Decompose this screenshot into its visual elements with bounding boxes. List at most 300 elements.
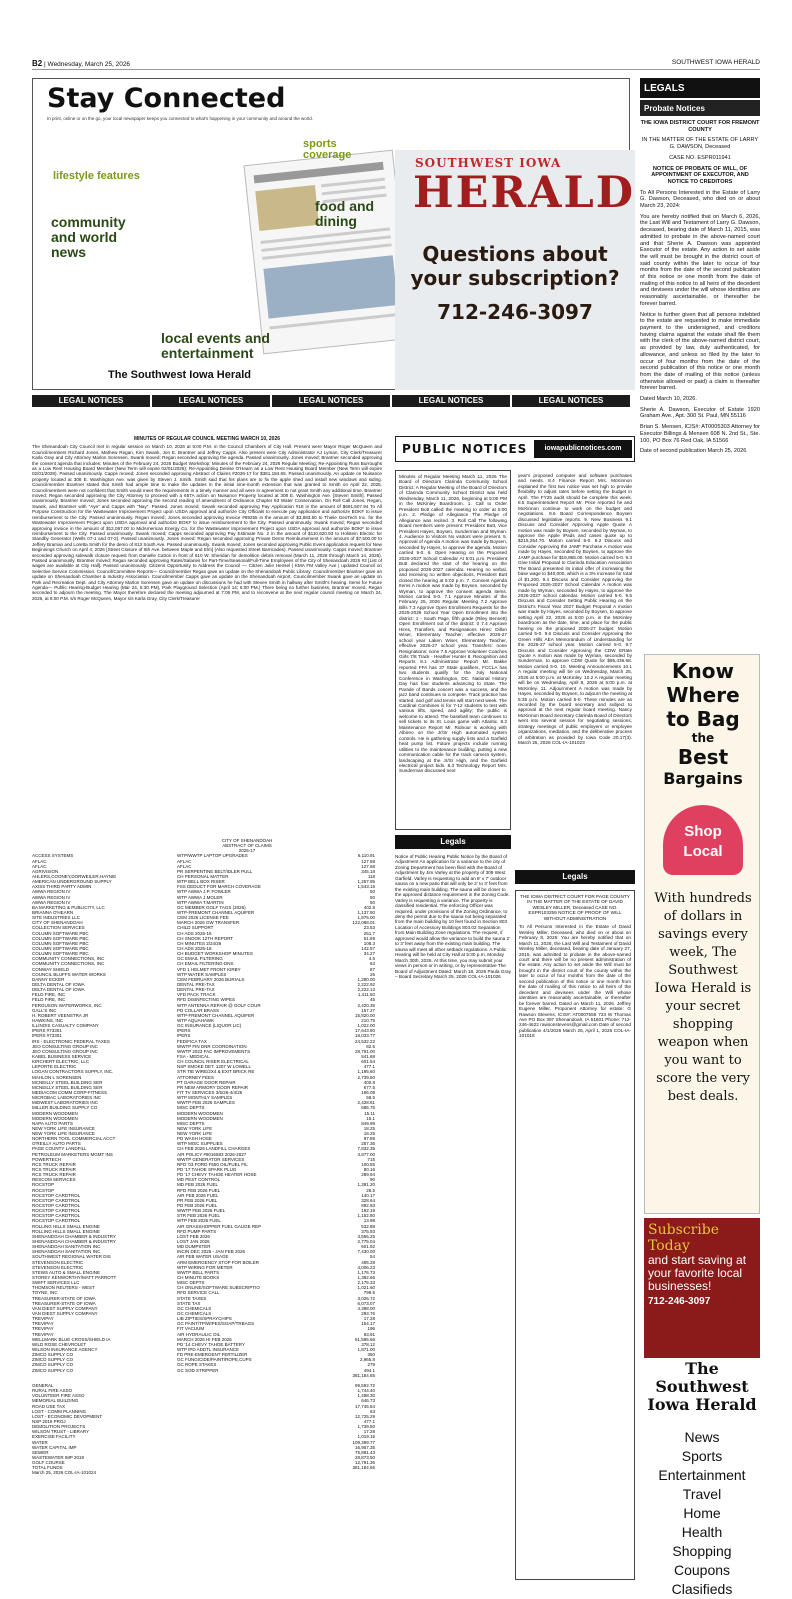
claim-cell: RCS TRUCK REPAIR: [32, 1161, 76, 1167]
claim-cell: STEWS AUTO & SMALL ENGINE: [32, 1269, 101, 1275]
shop-bag-icon: [663, 805, 743, 875]
claim-cell: CH COUNCIL RISER ELECTRICAL: [177, 1059, 249, 1065]
public-notices-site[interactable]: iowapublicnotices.com: [534, 440, 632, 458]
claim-cell: 1,871.00: [357, 1346, 375, 1352]
subscribe-item: Clasifieds: [671, 1581, 733, 1597]
claim-cell: WWTP FIN DNR COORDINATION: [177, 1043, 247, 1049]
claim-cell: SHENANDOAH CHAMBER & INDUSTRY: [32, 1233, 116, 1239]
claim-cell: CH MINUTE BOOKS: [177, 1275, 220, 1280]
claim-cell: GC CHEMICALS: [177, 1310, 212, 1316]
claim-cell: CH ONLINE/SOFTWARE SUBSCRIPTIO: [177, 1285, 260, 1291]
claim-cell: WTP MONTHLY SAMPLES: [177, 1095, 233, 1101]
claim-cell: 63: [369, 1408, 375, 1414]
claim-cell: RFD '03 FORD F550 OIL/FUEL FIL: [177, 1161, 248, 1167]
claim-cell: 63: [369, 961, 375, 967]
claim-cell: 381,184.65: [352, 1372, 375, 1378]
claim-cell: TREASURER-STATE OF IOWA: [32, 1300, 96, 1306]
best-word: Best: [677, 745, 729, 769]
claim-cell: WTP AWWA T.MARTIN: [177, 899, 224, 905]
claim-cell: COUNCIL BLUFFS WATER WORKS: [32, 971, 106, 977]
claim-cell: GC EMAIL FILTERING: [177, 956, 223, 962]
claim-cell: 6,110.91: [357, 853, 375, 859]
claim-cell: MISC DEPTS: [177, 1120, 205, 1126]
claim-cell: ACCESS SYSTEMS: [32, 853, 74, 859]
claim-cell: 378.12: [361, 1341, 375, 1347]
claim-cell: 6,073.07: [357, 1300, 375, 1306]
legal-notices-bar: LEGAL NOTICES: [392, 395, 510, 407]
claim-cell: TREVIPAY: [32, 1331, 54, 1337]
claim-cell: 1,739.50: [357, 1424, 375, 1430]
subscribe-sub: and start saving at your favorite local businesses!: [648, 1253, 747, 1293]
claim-cell: STR TIE WIRE/2X4 & EXIT BRICK RE: [177, 1069, 255, 1075]
claim-cell: 127.58: [361, 858, 375, 864]
will-notice: [515, 890, 635, 1580]
claim-cell: 601.54: [361, 1059, 375, 1065]
legal-notices-bar: LEGAL NOTICES: [512, 395, 630, 407]
probate-attorney: Brian S. Mensen, ICIS#: AT0005303 Attorney for Executor Billings & Mensen 608 N. 2nd St., Ste. 100, PO Box 76 Red Oak, IA 51566: [640, 424, 760, 444]
claim-cell: GC FUNGICIDE/PAINT/ROPE,CUPS: [177, 1357, 252, 1363]
claim-cell: AIR POLICY #9016683 2026-2027: [177, 1151, 247, 1157]
header-date: Wednesday, March 25, 2026: [47, 61, 131, 68]
probate-notice: [640, 120, 760, 632]
claim-cell: NSP SMOKE DET. 1207 W LOWELL: [177, 1064, 251, 1070]
claim-cell: LEPORTE ELECTRIC: [32, 1064, 77, 1070]
claim-cell: COLUMN SOFTWARE PBC: [32, 935, 89, 941]
claim-cell: MILLER BUILDING SUPPLY CO: [32, 1105, 98, 1111]
tag-sports: sports coverage: [303, 138, 352, 161]
claim-cell: 17.28: [363, 1429, 375, 1435]
claim-cell: 1,975.00: [357, 915, 375, 921]
claim-cell: ROCSTOP: [32, 1182, 55, 1188]
claim-cell: 1,382.66: [357, 1275, 375, 1280]
claim-cell: MCNEILLY STEEL BUILDING SER: [32, 1084, 103, 1090]
claim-cell: CH EMAIL FILTERING-DNS: [177, 961, 234, 967]
claim-cell: H. ROBERT VEENSTRA JR: [32, 1012, 89, 1018]
claim-cell: 532.88: [361, 1223, 375, 1229]
claim-cell: GENERAL: [32, 1382, 54, 1388]
claim-cell: AIR GRASSHOPPER FUEL GAUGE REP: [177, 1223, 262, 1229]
shop-local-ad[interactable]: [644, 654, 760, 1214]
school-board-minutes-cont: year's proposed computer and software purchases and needs. 8.4 Finance Report Mrs. McKinnon explained the first two notice was set high to provide flexibility to adjust rates before setting the budget in April. The FY25 audit should be complete this week. 8.5 Superintendent Report Mr. Price reported he and McKinnon continue to work on the budget and negotiations. 8.6 Board Correspondence Boysen discussed legislative reports. 9. New Business 9.1 Discuss and Consider Approving Apple Quote A motion was made by Boysen, seconded by Wyman, to approve the Apple iPads and cases quote up to $215,254.70. Motion carried 5-0. 9.2 Discuss and Consider Approving the JAMF Purchase A motion was made by Hayes, seconded by Boysen, to approve the JAMF purchase for $19,865.00. Motion carried 5-0. 9.3 Give Initial Proposal to Clarinda Education Association The Board presented its initial offer of increasing the base wage to $40,000, which is a 3% increase for total of $1,200. 9.4 Discuss and Consider Approving the Proposed 2026-2027 School Calendar A motion was made by Wyman, seconded by Hayes, to approve the 2026-2027 school calendar. Motion carried 5-0. 9.5 Discuss and Consider Setting Public Hearing on the District's Fiscal Year 2027 Budget Proposal A motion was made by Hayes, seconded by Boysen, to approve setting April 22, 2026 at 5:00 p.m. in the McKinley boardroom as the date, time, and place for the public hearing on the proposed 2026-27 budget. Motion carried 5-0. 9.6 Discuss and Consider Approving the Green Hills AEA Memorandum of Understanding for the 2026-27 school year. Motion carried 5-0. 9.7 Discuss and Consider Approving the CDW ERate Quote A motion was made by Wyman, seconded by Sunderman, to approve CDW Quote for $85,436.68. Motion carried 5-0. 10. Meeting Announcements 10.1 A regular meeting will be on Wednesday, March 25, 2026 at 5:00 p.m. at McKinley. 10.2 A regular meeting will be on Wednesday, April 8, 2026 at 5:00 p.m. at McKinley. 11. Adjournment A motion was made by Hayes, seconded by Boysen, to adjourn the meeting at 5:35 p.m. Motion carried 5-0. These minutes are as recorded by the board secretary and subject to approval at the next regular board meeting. Nancy McKinnon Board Secretary Clarinda Board of Directors went into several session for negotiating sessions, strategy meetings of public employers or employee organizations, mediation, and the deliberative process of arbitration as provided by Iowa Code 20.17(3). March 25, 2026 COL-IA-101023: [518, 473, 632, 746]
claim-cell: MD FEB 2026 FUEL: [177, 1182, 219, 1188]
claim-cell: 293.76: [361, 1310, 375, 1316]
claim-cell: STATE TAXES: [177, 1295, 207, 1301]
claim-cell: THOMSON REUTERS - WEST: [32, 1285, 95, 1291]
claim-cell: IPERS #73301: [32, 1028, 62, 1034]
legal-notices-bar: LEGAL NOTICES: [152, 395, 270, 407]
claim-cell: 4,398.00: [357, 1305, 375, 1311]
claim-cell: TOTAL FUNDS: [32, 1465, 63, 1471]
claim-cell: 2,420.35: [357, 1002, 375, 1008]
claim-cell: VAN DIEST SUPPLY COMPANY: [32, 1305, 98, 1311]
herald-logo: HERALD: [413, 168, 636, 218]
subscribe-ad[interactable]: [644, 1218, 760, 1597]
claim-cell: 15.1: [366, 1115, 375, 1121]
ad-title: Stay Connected: [47, 83, 286, 114]
claim-cell: MEMORIAL BUILDING: [32, 1398, 79, 1404]
claim-cell: PR NEW ARMORY DOOR REPAIR: [177, 1084, 249, 1090]
claim-cell: 13.98: [363, 1218, 375, 1224]
claim-cell: 1,022.00: [357, 1023, 375, 1029]
claim-cell: ROCSTOP CARDTROL: [32, 1218, 81, 1224]
claim-cell: 127.58: [361, 863, 375, 869]
legal-notices-bar: LEGAL NOTICES: [32, 395, 150, 407]
claim-cell: 494.1: [363, 1367, 375, 1373]
claim-cell: MICROBAC LABORATORIES INC: [32, 1095, 102, 1101]
claim-cell: CH MINUTES 2/24/26: [177, 940, 222, 946]
claim-cell: WTP AQUAHAWK: [177, 1017, 215, 1023]
claim-cell: 15,820.00: [354, 1012, 375, 1018]
claim-cell: 1,195.60: [357, 1069, 375, 1075]
claim-cell: 2,428.61: [357, 1100, 375, 1106]
claim-cell: WTP AWWA J.MOLER: [177, 894, 223, 900]
claim-cell: WTP-FREMONT CHANNEL AQUIFER: [177, 1012, 255, 1018]
claim-cell: 12,791.36: [354, 1460, 375, 1466]
claim-cell: VFD 1 HELMET FRONT KIRBY: [177, 966, 241, 972]
tag-food: food and dining: [315, 198, 375, 229]
newspaper-illustration: [243, 150, 412, 355]
claim-cell: HAWKINS, INC: [32, 1017, 64, 1023]
claim-cell: 45: [369, 997, 375, 1003]
claim-cell: COMMUNITY CONNECTIONS, INC: [32, 956, 105, 962]
claim-cell: 28,873.50: [354, 1454, 375, 1460]
claim-cell: 17,745.84: [354, 1403, 375, 1409]
claim-cell: FSS DEDUCT FOR MARCH COVERAGE: [177, 884, 261, 890]
claim-cell: 345.18: [361, 868, 375, 874]
claim-cell: PD '17 CHEVY TAHOE HEATER HOSE: [177, 1172, 257, 1178]
claim-cell: 677.5: [363, 1084, 375, 1090]
claim-cell: MISC DEPTS: [177, 1105, 205, 1111]
header-paper-name: SOUTHWEST IOWA HERALD: [671, 59, 760, 66]
subscribe-heading: Subscribe Today: [648, 1222, 720, 1254]
claim-cell: 18.25: [363, 1125, 375, 1131]
claim-cell: AIR FEB WATER USAGE: [177, 1254, 229, 1260]
claim-cell: GC CHEMICALS: [177, 1305, 212, 1311]
claim-cell: AFLAC: [32, 858, 47, 864]
claim-cell: FSA - MEDICAL: [177, 1053, 210, 1059]
claim-cell: AFLAC: [32, 863, 47, 869]
claim-cell: CH SNOOK 12TH REPORT: [177, 935, 234, 941]
claim-cell: COMMUNITY CONNECTIONS, INC: [32, 961, 105, 967]
claim-cell: CEM FEBRUARY 2026 BURIALS: [177, 976, 245, 982]
claim-cell: WWTP BELL PARTS: [177, 1269, 220, 1275]
legal-notices-bars: [32, 395, 630, 409]
claim-cell: STOREY KENWORTHY/MATT PARROTT: [32, 1275, 117, 1280]
claim-cell: FD PRE-EMERGENT FERTILIZER: [177, 1352, 248, 1358]
claim-cell: [177, 1465, 335, 1470]
legals-header: Legals: [515, 870, 635, 884]
claim-cell: 108.3: [363, 940, 375, 946]
claim-cell: TREVIPAY: [32, 1321, 54, 1327]
claim-cell: 82.5: [366, 1043, 375, 1049]
claim-cell: 2,739.50: [357, 1074, 375, 1080]
claim-cell: IPERS: [177, 1033, 191, 1039]
claim-cell: 15.11: [364, 1110, 375, 1116]
claim-cell: WWTP FEB 2026 SAMPLES: [177, 1100, 235, 1106]
page-header: [32, 56, 760, 70]
claim-cell: PD WASH HOSE: [177, 1136, 212, 1142]
claim-cell: FELD FIRE, INC: [32, 997, 66, 1003]
claims-title-1: CITY OF SHENANDOAH: [221, 838, 273, 843]
probate-matter: IN THE MATTER OF THE ESTATE OF LARRY G. DAWSON, Deceased: [641, 137, 759, 151]
claim-cell: CONWAY SHIELD: [32, 966, 70, 972]
claim-cell: WTP/WWTP LAPTOP UPGRADES: [177, 853, 248, 859]
claim-cell: EXERCISE FACILITY: [32, 1434, 76, 1440]
subscribe-phone: 712-246-3097: [648, 1296, 711, 1307]
minutes-body: The Shenandoah City Council met in regular session on March 10, 2026 at 6:00 P.M. in the Council Chambers of City Hall. Present were Mayor Roger McQueen and Councilmembers Richard Jones, Mathew Regan, Kim Swank, Jon E. Brantner and Jeffrey Capps. Also present were City Administrator AJ Lyman, City Clerk/Treasurer Karla Gray and City Attorney Marlon Sorensen. Swank moved; Regan seconded approving the agenda. Passed unanimously. Jones moved; Brantner seconded approving the consent agenda that includes: Minutes of the February 24, 2026 Budget Workshop; Minutes of the February 24, 2026 Regular Meeting; Re-Appointing Russ Burroughs as a Low Rent Housing Board Member (New Term will expire 02/01/2028); Re-Appointing Denise O'Hearn as a Low Rent Housing Board Member (New Term will expire 02/01/2028). Passed unanimously. Capps moved; Jones seconded approving Abstract of Claims #2026-17 for $381,184.65. Passed unanimously. An update on Nuisance property located at 308 E. Washington Ave. was given by Steven J. Smith. Smith said that his plans are to fix the apple shed and install new windows and siding. Councilmember Brantner stated that Smith had ample time to make the updates in the initial nine-month extension that was granted to Smith on April 22, 2025. Councilmembers were not confident that Smith would meet the requirements in a timely manner and all were in agreement to not grant Smith any additional time. Brantner moved; Regan seconded approving the City Attorney to proceed with a 657A action on Nuisance Property located at 308 E. Washington Ave. [Steven Smith]. Passed unanimously. Brantner moved; Jones seconded approving the second reading of amendment of Ordinance Chapter 93 Water Conservation. On Roll Call Jones, Regan, Swank, and Brantner with "Aye" and Capps with "Nay". Passed. Jones moved; Swank seconded approving Pay Application #18 in the amount of $691,507.94 To All Purpose Construction for the Wastewater Improvement Project upon USDA approval and authorize City Officials to execute pay application and authorize BOKF to issue reimbursement to the City. Passed unanimously. Regan moved; Jones seconded approving Invoice #89255 in the amount of $3,883.50 to Thiele GeoTech Inc. for the Wastewater Improvement Project upon USDA approval and authorize BOKF to issue reimbursement to the City. Passed unanimously. Swank moved; Regan seconded approving invoice in the amount of $12,067.00 to MidAmerican Energy Co. for the Wastewater Improvement Project upon USDA approval and authorize BOKF to issue reimbursement to the City. Passed unanimously. Swank moved; Capps seconded approving Pay Estimate No. 2 in the amount of $110,620.93 to Holstein Electric for Standby Generator (Wells 07-1 and 07-2). Passed unanimously. Jones moved; Regan seconded approving Private Demo Reimbursement in the amount of $7,500.00 to Jeffery Braman and Loretta Smith for the demo of 813 South Ave. Passed unanimously. Swank moved; Jones seconded approving Public Event application request for New Beginnings Church on April 4, 2026 [Street Closure of 6th Ave. between Maple and Elm] (Also requested Street Barricades). Passed unanimously. Capps moved; Brantner seconded approving sidewalk closure request from Danielle Catron in front of 610 W. Sheridan for demolition debris removal (March 11, 2026 through March 14, 2026). Passed unanimously. Brantner moved; Regan seconded approving Rates/Salaries for Part-Time/Seasonal/Full-Time Employees of the City of Shenandoah 2026 #2 [List of wages are available at City Hall]. Passed unanimously. Citizens Opportunity to Address the Council — Citizen Julie Hensel | KMA FM Valley Ave | updated Council on Selective Service Commission. Council/Committee Reports— Councilmember Regan gave an update on the Shenandoah Public Library. Councilmember Brantner gave an update on Shenandoah Chamber & Industry Association. Councilmember Capps gave an update on the Shenandoah Airport. Councilmember Swank gave an update on Park and Recreation Dept. and City Attorney Marlon Sorensen gave an update on discussions he had with Steven Smith in hallway after Smith's hearing. Items for Future Agenda— Public Hearing-Budget Hearing (Mar 24, 5:30 PM), Park Playground Selection (April 14; 6:00 PM.) There being no further business, Brantner moved, Regan seconded to adjourn the meeting. The Mayor therefore declared the meeting adjourned at 7:06 PM, and to reconvene at the next regular council meeting on March 24, 2026, at 6:00 P.M. s/s Roger McQueen, Mayor s/s Karla Gray, City Clerk/Treasurer: [32, 444, 382, 601]
claim-cell: VOLUNTEER FIRE ASSO: [32, 1393, 85, 1399]
claim-cell: IPERS: [177, 1028, 191, 1034]
ad-subtitle: In print, online or on the go, your local newspaper keeps you connected to what's happening in your community and around the world.: [47, 116, 314, 121]
claim-cell: BA MARKETING & PUBLICITY, LLC: [32, 904, 105, 910]
claim-cell: 25: [369, 971, 375, 977]
public-notices-banner[interactable]: [395, 436, 635, 462]
claim-cell: 799.5: [363, 1290, 375, 1296]
variance-hearing-notice: Notice of Public Hearing Public Notice by the Board of Adjustment An application for a variance to the city of Zoning Department has been filed with the Board of Adjustment by Jim Varley at the property of 309 West Garfield. Varley is requesting to add an 8' x 7' outdoor sauna on a new patio that will only be 2' to 3' feet from the existing main building. The sauna will be closer to the approved distance requirement in the Zoning Code. Varley is requesting a variance. The property is classified residential. The enforcing Officer was required, under provisions of the Zoning Ordinance, to deny the permit due to the sauna not being separated from the main building by 10 feet found in Section 803 Location of Accessory Buildings 803.02 Separation from Main Building Zone regulations. The request, if approved would allow the variance to build the sauna 2' to 3' feet away from the existing main building. The sauna will meet all other setback regulations. A Public Hearing will be held at City Hall at 5:30 p.m. Monday March 30th, 2026. At this time, you may submit your views in person or in writing, or by representative The Board of Adjustment Dated: March 18, 2026 Paula Gray – Board Secretary March 25, 2026 COL-IA-101026: [395, 854, 511, 979]
claim-cell: 646.73: [361, 1398, 375, 1404]
claim-cell: STEVENSON ELECTRIC: [32, 1264, 84, 1270]
claim-cell: 80.16: [363, 1167, 375, 1173]
school-board-minutes: Minutes of Regular Meeting March 11, 2026 The Board of Directors Clarinda Community School District. A Regular Meeting of the Board of Directors of Clarinda Community School District was held Wednesday, March 11, 2026, beginning at 5:00 PM in the McKinley Boardroom. 1. Call to Order President Bott called the meeting to order at 5:00 p.m. 2. Pledge of Allegiance The Pledge of Allegiance was recited. 3. Roll Call The following Board members were present: President Butt, Vice President Hayes, Boysen, Sunderman and Wyman. 4. Audience to Visitors No visitors were present. 5. Approval of Agenda A motion was made by Boysen, seconded by Hayes, to approve the agenda. Motion carried 5-0. 6. Open Hearing on the Proposed 2026-2027 School Calendar At 5:01 p.m. President Butt declared the start of the hearing on the proposed 2026-2027 calendar. Hearing no verbal, and receiving no written objections, President Butt closed the hearing at 5:02 p.m. 7. Consent Agenda Items A motion was made by Boysen, seconded by Wyman, to approve the consent agenda items. Motion carried 5-0. 7.1 Approve Minutes of the February 25, 2026 Regular Meeting 7.2 Approve Bills 7.3 Approve Open Enrollment Requests for the 2025-2026 School Year Open Enrollment into the district: 1 - South Page, fifth grade (Riley Bennett) Open Enrollment out of the district: 0 7.4 Approve Hires, Transfers, and Resignations Hires: Dillon Wiser, Elementary Teacher, effective 2026-27 school year Laken Wiser, Elementary Teacher, effective 2026-27 school year. Transfers: none Resignations: none 7.5 Approve Volunteer Coaches Girls 7/8 Track - Heather Hunter 8. Recognition and Reports 8.1 Administrator Report Mr. Bakke reported FFA has 37 State qualifiers, FCCLA has two students qualify for the July National Conference in Washington, DC. National History Day has four students advancing to State. The Parade of Bands concert was a success, and the jazz band continues to compete. Track practice has started, and golf and tennis will start next week. The Cardinal Combines is for 7-12 students to test with various lifts, speed, and agility; the public is welcome to attend. The baseball team continues to sell tickets to its St. Louis game with Atlantic. 8.2 Maintenance Report Mr. Ridnour is working with Albireo on the Jr/Sr High automated system controls. He is gathering supply lists and a Garfield heat pump list. Future projects include running utilities to the maintenance building, putting a new communication cable for the track camera system, landscaping at the Jr/Sr High, and the Garfield electrical project bids. 8.3 Technology Report Mrs. Sunderman discussed next: [395, 470, 511, 830]
claim-cell: 1,257.95: [357, 879, 375, 885]
claim-cell: 289.94: [361, 1172, 375, 1178]
claim-cell: ARM EMERGENCY STOP FOR BOILER: [177, 1259, 260, 1265]
claim-cell: TREASURER-STATE OF IOWA: [32, 1295, 96, 1301]
claim-cell: 97.89: [363, 1136, 375, 1142]
claim-cell: WWTP FEB 2026 FUEL: [177, 1208, 226, 1214]
probate-notices-header: Probate Notices: [640, 100, 760, 116]
claim-cell: 1,543.15: [357, 884, 375, 890]
claim-cell: PD COLLAR BRASS: [177, 1007, 220, 1013]
claim-cell: 26.5: [366, 1187, 375, 1193]
local-word: Local: [683, 843, 723, 860]
herald-subscription-ad[interactable]: [395, 150, 635, 390]
claim-cell: AGRIVISION: [32, 868, 59, 874]
minutes-heading: MINUTES OF REGULAR COUNCIL MEETING MARCH 10, 2026: [133, 436, 281, 442]
claim-cell: 2,222.92: [357, 981, 375, 987]
claim-cell: 1,411.50: [357, 992, 375, 998]
claim-cell: RESCOM SERVICES: [32, 1177, 76, 1183]
subscribe-item: Sports: [681, 1448, 723, 1464]
claim-cell: 715: [367, 1156, 375, 1162]
claim-cell: 17.28: [363, 1316, 375, 1322]
claim-cell: 154.17: [361, 1321, 375, 1327]
claim-cell: 34.27: [363, 951, 375, 957]
claim-cell: WTP FEB 2026 FUEL: [177, 1218, 221, 1224]
subscribe-items: [644, 1428, 760, 1599]
subscribe-item: Health: [681, 1524, 723, 1540]
claim-cell: ROCSTOP CARDTROL: [32, 1213, 81, 1219]
bargains-word: Bargains: [663, 769, 743, 788]
subscribe-item: Travel: [682, 1486, 722, 1502]
claim-cell: 477.1: [363, 1064, 375, 1070]
claim-cell: AFLAC: [177, 863, 192, 869]
claim-cell: 685.75: [361, 1105, 375, 1111]
claim-cell: 50: [369, 889, 375, 895]
claim-cell: FED/FICA TAX: [177, 1038, 207, 1044]
claim-cell: WATER CAPITAL IMP: [32, 1444, 77, 1450]
claim-cell: 2,222.13: [357, 987, 375, 993]
claim-cell: 192.19: [361, 1208, 375, 1214]
claim-cell: 381,184.65: [352, 1465, 375, 1471]
claim-cell: 61.69: [363, 935, 375, 941]
claim-cell: CH ADS 2026-18: [177, 946, 212, 951]
probate-p1: To All Persons Interested in the Estate of Larry G. Dawson, Deceased, who died on or about March 23, 2024:: [640, 189, 760, 210]
claim-cell: 17,643.80: [354, 1028, 375, 1034]
claim-cell: 892.93: [361, 1203, 375, 1209]
claim-cell: NEW YORK LIFE INSURANCE: [32, 1125, 95, 1131]
claim-cell: 50: [369, 899, 375, 905]
claim-cell: STEVENSON ELECTRIC: [32, 1259, 84, 1265]
claim-cell: WTP BELL BOX RISER: [177, 879, 225, 885]
legals-section-header: LEGALS: [640, 78, 760, 98]
claim-cell: GALL'S INC: [32, 1007, 57, 1013]
claim-cell: STATE TAX: [177, 1300, 201, 1306]
claim-cell: 4,006.23: [357, 1264, 375, 1270]
claim-cell: WWTP 2023 FAC IMPROVEMENTS: [177, 1048, 251, 1054]
claim-cell: GC SOD STRIPPER: [177, 1367, 219, 1373]
claim-cell: ROCSTOP CARDTROL: [32, 1192, 81, 1198]
claim-cell: O'REILLY AUTO PARTS: [32, 1141, 81, 1147]
claim-cell: POWERTECH: [32, 1156, 62, 1162]
claim-cell: 12,725.29: [354, 1413, 375, 1419]
claim-cell: GOLF COURSE: [32, 1460, 65, 1466]
claim-cell: 1,391.20: [357, 1182, 375, 1188]
probate-court: THE IOWA DISTRICT COURT FOR FREMONT COUNTY: [640, 120, 760, 133]
claim-cell: PD '17 TAHOE SPARK PLUG: [177, 1167, 237, 1173]
claim-cell: RFD PUMP PARTS: [177, 1228, 217, 1234]
claim-cell: NSP 2019 PROJ: [32, 1418, 66, 1424]
claim-cell: PR FEB 2026 FUEL: [177, 1197, 218, 1203]
claim-cell: CITY OF SHENANDOAH: [32, 920, 83, 926]
claim-cell: GC PAINT/TP/WIPES/SOAP/TRBAGS: [177, 1321, 255, 1327]
claim-cell: 375.93: [361, 1228, 375, 1234]
claim-cell: IRS - ELECTRONIC FEDERAL TAXES: [32, 1038, 110, 1044]
claim-cell: PETROLEUM MARKETERS MGMT INS: [32, 1151, 113, 1157]
claim-cell: MD PEST CONTROL: [177, 1177, 221, 1183]
claim-cell: 90: [369, 1177, 375, 1183]
claim-cell: NEW YORK LIFE: [177, 1125, 213, 1131]
probate-p3: Notice is further given that all persons indebted to the estate are requested to make immediate payment to the undersigned, and creditors having claims against the estate shall file them with the clerk of the above-named district court, as provided by law, duly authenticated, for allowance, and unless so filed by the later to occur of four months from the date of the second publication of this notice or one month from the date of mailing of this notice (unless otherwise allowed or paid) a claim is thereafter forever barred.: [640, 311, 760, 392]
claim-cell: 1,744.40: [357, 1388, 375, 1394]
will-notice-body: To All Persons Interested in the Estate of David Wesley Miller, Deceased, who died on or about on February 8, 2026: You are hereby notified that on March 11, 2026, the Last Will and Testament of David Wesley Miller, deceased, bearing date of January 27, 2015, was admitted to probate in the above-named court and there will be no present administration of the estate. Any action to set aside the Will must be brought in the district court of the county within the later to occur of four months from the date of the second publication of this notice or one month from the date of mailing of this notice to all heirs of the decedent and devisees under the Will whose identities are reasonably ascertainable, or thereafter be forever barred. Dated on March 11, 2026. Jeffrey Eugene Miller, Proponent Attorney for estate: G Rawson Stevens, ICIS#: AT0007556 723 W Thomas Ave PO Box 397 Shenandoah, IA 51601 Phone: 712-246-4622 rawsonstevens@gmail.com Date of second publication 4/1/2026 March 25, April 1, 2026 COL-IA-101018: [519, 924, 631, 1039]
claim-cell: 3,555.25: [357, 1233, 375, 1239]
claim-cell: 75,891.43: [354, 1449, 375, 1455]
legals-header: Legals: [395, 835, 511, 849]
claim-cell: JEO CONSULTING GROUP INC: [32, 1048, 98, 1054]
claim-cell: KIRCHERT ELECTRIC, LLC: [32, 1059, 90, 1065]
claim-cell: PT GARAGE DOOR REPAIR: [177, 1079, 236, 1085]
subscribe-item: Coupons: [673, 1562, 731, 1578]
claim-cell: RCS TRUCK REPAIR: [32, 1172, 76, 1178]
subscribe-item: News: [684, 1429, 720, 1445]
claim-cell: WATER: [32, 1439, 48, 1445]
claim-cell: 210.75: [361, 1017, 375, 1023]
claim-cell: ROCSTOP CARDTROL: [32, 1197, 81, 1203]
claim-cell: CH FEB 2026 LANDFILL CHARGES: [177, 1146, 251, 1152]
claim-cell: 1,498.30: [357, 1393, 375, 1399]
claim-cell: 50: [369, 894, 375, 900]
claim-cell: 2,175.33: [357, 1280, 375, 1286]
claim-cell: WILSON INSURANCE AGENCY: [32, 1346, 98, 1352]
claim-cell: SHENANDOAH CHAMBER & INDUSTRY: [32, 1239, 116, 1245]
claims-table: [32, 853, 382, 1470]
subscribe-item: Shopping: [672, 1543, 732, 1559]
claim-cell: 477.1: [363, 1418, 375, 1424]
claim-cell: 1,019.15: [357, 1434, 375, 1440]
claim-cell: WELLMARK BLUE CROSS/SHIELD IA: [32, 1336, 111, 1342]
the-word: the: [691, 731, 715, 745]
herald-question: Questions about your subscription?: [410, 242, 620, 290]
claim-cell: AWWA REGION IV: [32, 889, 71, 895]
shop-ad-body: With hundreds of dollars in savings every week, The Southwest Iowa Herald is your secret shopping weapon when you want to score the very best deals.: [654, 891, 752, 1104]
claim-cell: SOUTHWEST REGIONAL WATER DIS: [32, 1254, 111, 1260]
claim-cell: 7,832.35: [357, 1146, 375, 1152]
will-notice-heading: THE IOWA DISTRICT COURT FOR PAGE COUNTY IN THE MATTER OF THE ESTATE OF DAVID WESLEY MILLER, Deceased CASE NO. ESPR103259 NOTICE OF PROOF OF WILL WITHOUT ADMINISTRATION: [520, 894, 630, 921]
abstract-of-claims: [32, 838, 382, 1476]
claim-cell: DENTAL PRE-TAX: [177, 981, 215, 987]
claim-cell: 1,280.00: [357, 976, 375, 982]
claim-cell: ROCSTOP: [32, 1187, 55, 1193]
claim-cell: CH BUDGET WORKSHOP MINUTES: [177, 951, 253, 957]
claim-cell: 350: [367, 1352, 375, 1358]
claim-cell: LOST - ECONOMIC DEVOPMENT: [32, 1413, 103, 1419]
claim-cell: 279: [367, 1362, 375, 1368]
claim-cell: MARCH 2026 GW TRANSFER: [177, 920, 240, 926]
claim-cell: 186.08: [361, 1089, 375, 1095]
claim-cell: FIT VACUUM: [177, 1326, 205, 1332]
claim-cell: ZIMCO SUPPLY CO: [32, 1357, 74, 1363]
claim-cell: MODERN WOODMEN: [32, 1115, 78, 1121]
claim-cell: 122,088.01: [352, 920, 375, 926]
claim-cell: 1,176.73: [357, 1269, 375, 1275]
claim-cell: COLLECTION SERVICES: [32, 925, 85, 931]
claim-cell: ROAD USE TAX: [32, 1403, 66, 1409]
claim-cell: COLUMN SOFTWARE PBC: [32, 940, 89, 946]
subscribe-box[interactable]: [644, 1218, 760, 1358]
page-number: B2: [32, 59, 43, 68]
claim-cell: 157.27: [361, 1007, 375, 1013]
claim-cell: 18,033.77: [354, 1033, 375, 1039]
claim-cell: CHILD SUPPORT: [177, 925, 214, 931]
claim-cell: AMERICAN UNDERGROUND SUPPLY: [32, 879, 112, 885]
claim-cell: WILSON TRUST - LIBRARY: [32, 1429, 90, 1435]
claim-cell: NAPA AUTO PARTS: [32, 1120, 73, 1126]
claim-cell: 83.91: [363, 1331, 375, 1337]
claims-footer: March 25, 2026 COL-IA-101024: [32, 1470, 97, 1476]
claim-cell: COLUMN SOFTWARE PBC: [32, 946, 89, 951]
where-word: Where: [666, 683, 740, 707]
claim-cell: 400.8: [363, 1079, 375, 1085]
know-word: Know: [672, 659, 734, 683]
claim-cell: DELTA DENTAL OF IOWA: [32, 987, 85, 993]
claim-cell: 1,137.50: [357, 910, 375, 916]
claim-cell: 601.92: [361, 1244, 375, 1250]
claim-cell: 142.57: [361, 946, 375, 951]
probate-notice-title: NOTICE OF PROBATE OF WILL, OF APPOINTMENT OF EXECUTOR, AND NOTICE TO CREDITORS: [651, 165, 749, 185]
claim-cell: RFD FEB 2026 FUEL: [177, 1187, 221, 1193]
claim-cell: SITE INDUSTRIES LLC: [32, 915, 81, 921]
claim-cell: 541.68: [361, 1053, 375, 1059]
claim-cell: WTP ANTENNA REPAIR @ GOLF COUR: [177, 1002, 261, 1008]
claim-cell: MODERN WOODMEN: [177, 1115, 223, 1121]
herald-line1: SOUTHWEST IOWA: [415, 156, 562, 170]
claim-cell: MISC DEPTS: [177, 1280, 205, 1286]
claim-cell: DENTAL PRE-TAX: [177, 987, 215, 993]
claim-cell: RURAL FIRE ASSO: [32, 1388, 73, 1394]
claim-cell: NEW YORK LIFE: [177, 1131, 213, 1137]
claim-cell: IPERS #73301: [32, 1033, 62, 1039]
